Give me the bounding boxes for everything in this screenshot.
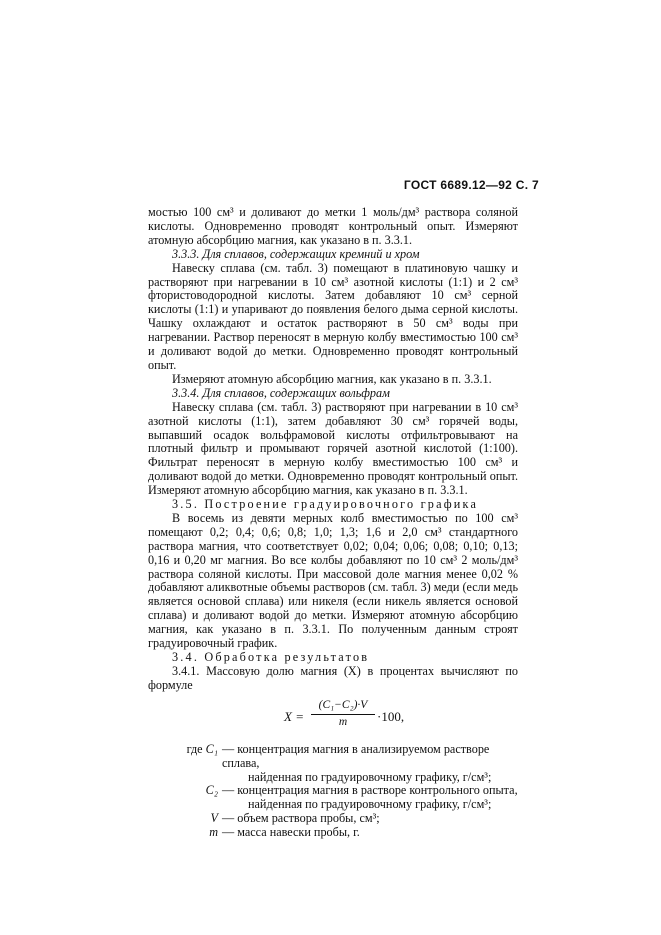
formula-numerator: (C₁−C₂)·V — [311, 699, 375, 715]
formula-lhs: X = — [284, 708, 304, 724]
definition-symbol: m — [209, 825, 218, 840]
definition-item — [148, 743, 518, 785]
document-body — [148, 206, 518, 840]
section-heading-3-5: 3.5. Построение градуировочного графика — [172, 497, 479, 512]
section-heading-3-3-4: 3.3.4. Для сплавов, содержащих вольфрам — [172, 385, 390, 400]
formula-fraction — [311, 699, 375, 730]
paragraph-measure: Измеряют атомную абсорбцию магния, как указано в п. 3.3.1. — [172, 371, 492, 386]
page-header: ГОСТ 6689.12—92 С. 7 — [403, 178, 539, 192]
paragraph-tungsten: Навеску сплава (см. табл. 3) растворяют при нагревании в 10 см³ азотной кислоты (1:1), затем добавляют 30 см³ горячей воды, выпавший осадок вольфрамовой кислоты отфильтровывают на плотный фильтр и промывают горячей азотной кислотой (1:100). Фильтрат переносят в мерную колбу вместимостью 100 см³ и доливают водой до метки. Одновременно проводят контрольный опыт. Измеряют атомную абсорбцию магния, как указано в п. 3.3.1. — [148, 399, 518, 498]
formula-rhs: ·100, — [377, 708, 405, 724]
section-heading-3-4: 3.4. Обработка результатов — [172, 650, 370, 664]
paragraph-calibration: В восемь из девяти мерных колб вместимостью по 100 см³ помещают 0,2; 0,4; 0,6; 0,8; 1,0; 1,3; 1,6 и 2,0 см³ стандартного раствора магния, что соответствует 0,02; 0,04; 0,06; 0,08; 0,10; 0,13; 0,16 и 0,20 мг магния. Во все колбы добавляют по 10 см³ 2 моль/дм³ раствора соляной кислоты. При массовой доле магния менее 0,02 % добавляют аликвотные объемы растворов (см. табл. 3) меди (если медь является основой сплава) или никеля (если никель является основой сплава) и доливают водой до метки. Измеряют атомную абсорбцию магния, как указано в п. 3.3.1. По полученным данным строят градуировочный график. — [148, 510, 518, 651]
definition-item — [148, 812, 518, 826]
paragraph-formula-intro: 3.4.1. Массовую долю магния (X) в процентах вычисляют по формуле — [148, 663, 518, 692]
definition-text: — объем раствора пробы, см³; — [222, 811, 380, 826]
paragraph-continuation: мостью 100 см³ и доливают до метки 1 моль/дм³ раствора соляной кислоты. Одновременно проводят контрольный опыт. Измеряют атомную абсорбцию магния, как указано в п. 3.3.1. — [148, 205, 518, 247]
paragraph-silicon-chromium: Навеску сплава (см. табл. 3) помещают в платиновую чашку и растворяют при нагревании в 10 см³ азотной кислоты (1:1) и 2 см³ фтористоводородной кислоты. Затем добавляют 10 см³ серной кислоты (1:1) и упаривают до появления белого дыма серной кислоты. Чашку охлаждают и остаток растворяют в 50 см³ воды при нагревании. Раствор переносят в мерную колбу вместимостью 100 см³ и доливают водой до метки. Одновременно проводят контрольный опыт. — [148, 260, 518, 372]
definition-text: — концентрация магния в растворе контрольного опыта, — [222, 783, 518, 798]
formula-denominator: m — [338, 715, 348, 728]
definition-item — [148, 826, 518, 840]
formula — [148, 699, 518, 739]
section-heading-3-3-3: 3.3.3. Для сплавов, содержащих кремний и хром — [172, 246, 420, 261]
definition-item — [148, 784, 518, 812]
definition-symbol: C₂ — [205, 783, 218, 798]
definition-text: — масса навески пробы, г. — [222, 825, 360, 840]
definition-lead: где — [186, 741, 203, 756]
definition-text-continued: найденная по градуировочному графику, г/см³; — [248, 797, 492, 812]
definition-text-continued: найденная по градуировочному графику, г/см³; — [248, 769, 492, 784]
definition-list — [148, 743, 518, 840]
definition-symbol: C₁ — [205, 741, 218, 756]
definition-text: — концентрация магния в анализируемом растворе сплава, — [222, 741, 490, 770]
definition-symbol: V — [210, 811, 218, 826]
